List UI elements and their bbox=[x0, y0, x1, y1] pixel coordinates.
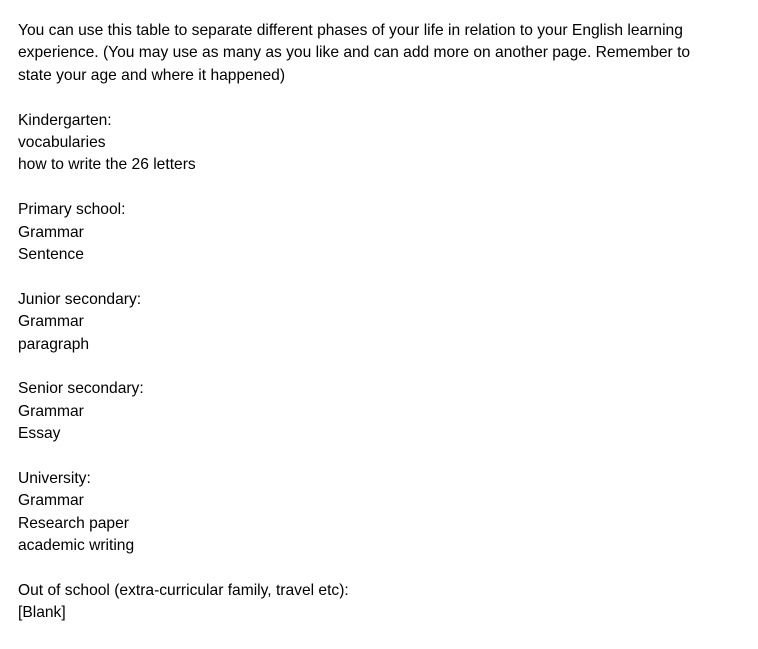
section-item: vocabularies bbox=[18, 134, 106, 152]
intro-line: experience. (You may use as many as you like and can add more on another page. Remember to bbox=[18, 44, 691, 62]
section-item: Grammar bbox=[18, 313, 84, 331]
document-page bbox=[18, 20, 748, 647]
section-heading: Senior secondary: bbox=[18, 380, 144, 398]
section-item: Grammar bbox=[18, 492, 84, 510]
section-primary-school bbox=[18, 199, 748, 266]
section-heading: Primary school: bbox=[18, 201, 126, 219]
section-item: Grammar bbox=[18, 223, 84, 241]
section-junior-secondary bbox=[18, 289, 748, 356]
section-item: [Blank] bbox=[18, 604, 66, 622]
section-kindergarten bbox=[18, 110, 748, 177]
section-item: Sentence bbox=[18, 246, 84, 264]
section-item: academic writing bbox=[18, 537, 135, 555]
section-university bbox=[18, 468, 748, 558]
section-item: Grammar bbox=[18, 402, 84, 420]
section-heading: University: bbox=[18, 470, 91, 488]
section-heading: Junior secondary: bbox=[18, 290, 142, 308]
intro-line: You can use this table to separate different phases of your life in relation to your English learning bbox=[18, 22, 683, 39]
section-senior-secondary bbox=[18, 378, 748, 445]
section-heading: Kindergarten: bbox=[18, 111, 112, 129]
section-item: Research paper bbox=[18, 514, 129, 532]
section-item: paragraph bbox=[18, 335, 90, 353]
section-out-of-school bbox=[18, 580, 748, 625]
section-item: how to write the 26 letters bbox=[18, 156, 196, 174]
intro-paragraph bbox=[18, 20, 748, 87]
section-item: Essay bbox=[18, 425, 61, 443]
intro-line: state your age and where it happened) bbox=[18, 66, 286, 84]
section-heading: Out of school (extra-curricular family, travel etc): bbox=[18, 582, 349, 600]
